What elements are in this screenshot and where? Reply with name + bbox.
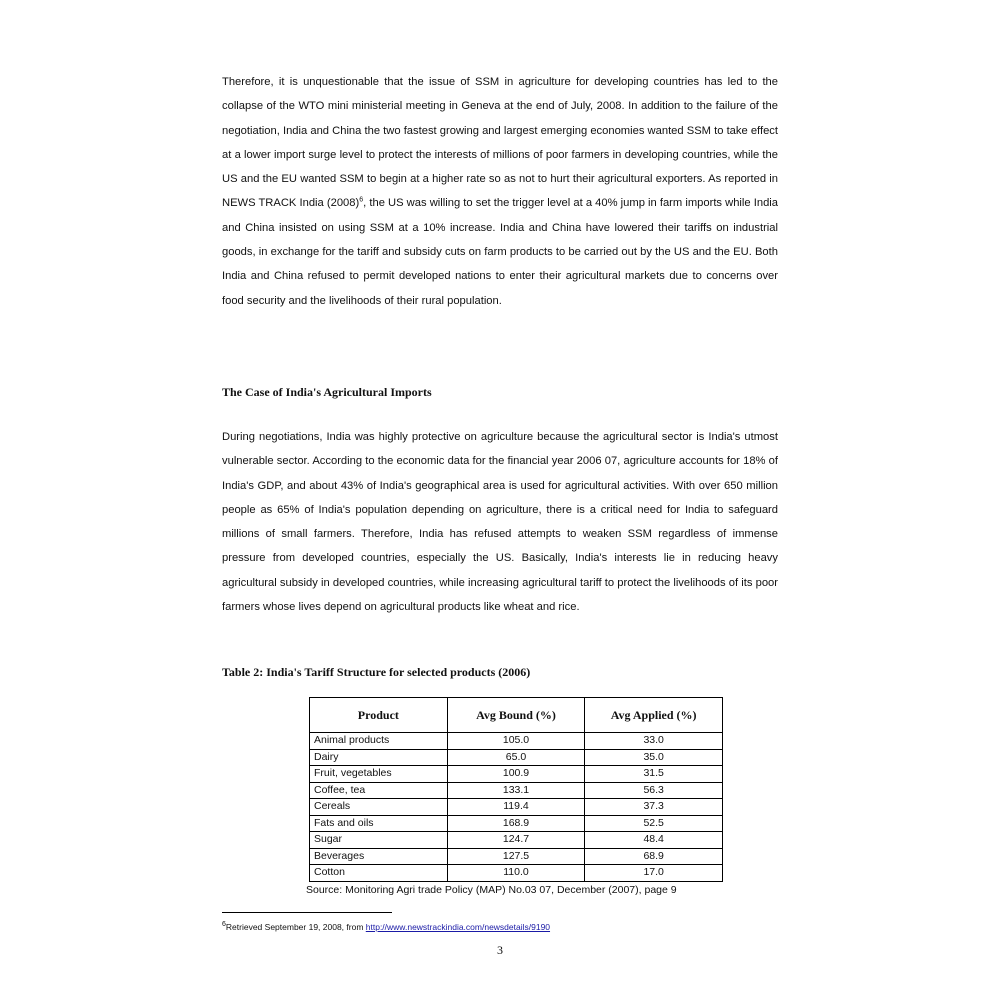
column-header-product: Product [310, 698, 448, 733]
tariff-table [309, 697, 723, 882]
cell-avg-applied: 17.0 [585, 865, 723, 882]
cell-avg-applied: 31.5 [585, 766, 723, 783]
table-row [310, 865, 723, 882]
cell-avg-bound: 105.0 [447, 733, 585, 750]
paragraph-india-agriculture: During negotiations, India was highly protective on agriculture because the agricultural sector is India's utmost vulnerable sector. According to the economic data for the financial year 2006 07, agriculture accounts for 18% of India's GDP, and about 43% of India's geographical area is used for agricultural activities. With over 650 million people as 65% of India's population depending on agriculture, there is a critical need for India to safeguard millions of small farmers. Therefore, India has refused attempts to weaken SSM regardless of immense pressure from developed countries, especially the US. Basically, India's interests lie in reducing heavy agricultural subsidy in developed countries, while increasing agricultural tariff to protect the livelihoods of its poor farmers whose lives depend on agricultural products like wheat and rice. [222, 431, 778, 614]
table-row [310, 782, 723, 799]
footnote-reference[interactable]: 6 [359, 196, 364, 204]
cell-avg-applied: 48.4 [585, 832, 723, 849]
table-row [310, 766, 723, 783]
footnote-link[interactable]: http://www.newstrackindia.com/newsdetails/9190 [365, 922, 551, 932]
cell-avg-applied: 33.0 [585, 733, 723, 750]
cell-product: Cotton [310, 865, 448, 882]
cell-avg-bound: 110.0 [447, 865, 585, 882]
cell-avg-applied: 37.3 [585, 799, 723, 816]
cell-product: Fats and oils [310, 815, 448, 832]
table-row [310, 799, 723, 816]
cell-product: Coffee, tea [310, 782, 448, 799]
table-row [310, 815, 723, 832]
section-heading: The Case of India's Agricultural Imports [222, 385, 432, 399]
cell-avg-bound: 127.5 [447, 848, 585, 865]
cell-product: Animal products [310, 733, 448, 750]
cell-avg-applied: 52.5 [585, 815, 723, 832]
cell-product: Fruit, vegetables [310, 766, 448, 783]
paragraph-ssm-collapse [222, 70, 778, 313]
table-caption: Table 2: India's Tariff Structure for selected products (2006) [222, 665, 531, 679]
cell-product: Dairy [310, 749, 448, 766]
cell-avg-bound: 100.9 [447, 766, 585, 783]
table-row [310, 848, 723, 865]
cell-product: Cereals [310, 799, 448, 816]
table-row [310, 733, 723, 750]
page-number: 3 [497, 943, 503, 957]
table-row [310, 749, 723, 766]
cell-avg-bound: 168.9 [447, 815, 585, 832]
cell-avg-applied: 56.3 [585, 782, 723, 799]
footnote [222, 922, 550, 932]
footnote-text: Retrieved September 19, 2008, from [225, 922, 366, 932]
cell-avg-bound: 65.0 [447, 749, 585, 766]
cell-avg-applied: 68.9 [585, 848, 723, 865]
cell-product: Sugar [310, 832, 448, 849]
column-header-avg-applied: Avg Applied (%) [585, 698, 723, 733]
cell-avg-applied: 35.0 [585, 749, 723, 766]
paragraph-1-text-b: , the US was willing to set the trigger level at a 40% jump in farm imports while India and China insisted on using SSM at a 10% increase. India and China have lowered their tariffs on industrial goods, in exchange for the tariff and subsidy cuts on farm products to be carried out by the US and the EU. Both India and China refused to permit developed nations to enter their agricultural markets due to concerns over food security and the livelihoods of their rural population. [222, 197, 779, 307]
table-source: Source: Monitoring Agri trade Policy (MAP) No.03 07, December (2007), page 9 [306, 884, 677, 896]
footnote-divider [222, 912, 392, 913]
cell-avg-bound: 124.7 [447, 832, 585, 849]
cell-avg-bound: 119.4 [447, 799, 585, 816]
table-row [310, 832, 723, 849]
cell-product: Beverages [310, 848, 448, 865]
column-header-avg-bound: Avg Bound (%) [447, 698, 585, 733]
paragraph-1-text-a: Therefore, it is unquestionable that the issue of SSM in agriculture for developing countries has led to the collapse of the WTO mini ministerial meeting in Geneva at the end of July, 2008. In addition to the failure of the negotiation, India and China the two fastest growing and largest emerging economies wanted SSM to take effect at a lower import surge level to protect the interests of millions of poor farmers in developing countries, while the US and the EU wanted SSM to begin at a higher rate so as not to hurt their agricultural exporters. As reported in NEWS TRACK India (2008) [222, 76, 778, 210]
cell-avg-bound: 133.1 [447, 782, 585, 799]
table-header-row [310, 698, 723, 733]
footnote-number: 6 [222, 921, 226, 929]
